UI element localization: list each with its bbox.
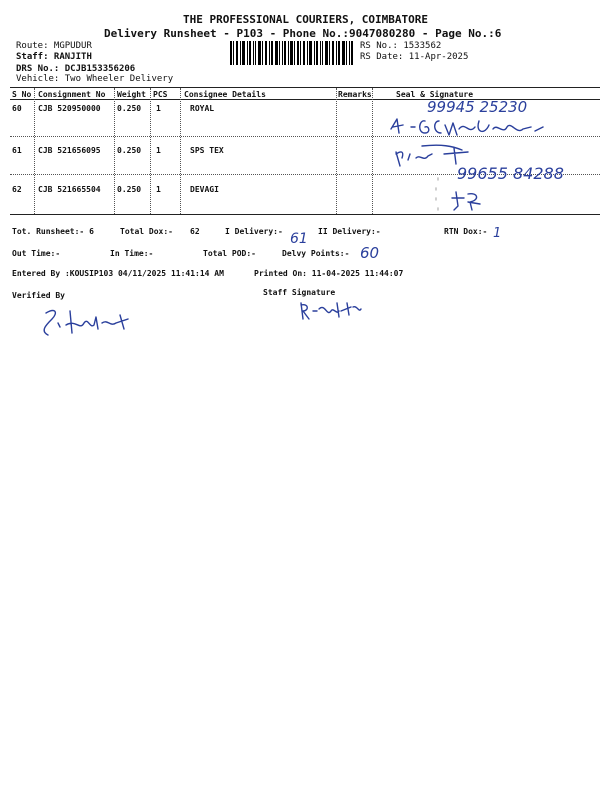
table-bottom-rule [10,214,600,215]
i-delivery-label: I Delivery:- [225,227,283,236]
svg-text:61: 61 [290,231,308,247]
table-row-consignee: DEVAGI [190,185,219,194]
route-label: Route: MGPUDUR [16,41,92,51]
printed-on: Printed On: 11-04-2025 11:44:07 [254,269,404,278]
staff-label: Staff: RANJITH [16,52,92,62]
table-row-consignment: CJB 521656095 [38,146,101,155]
handwritten-phone-row2 [455,162,600,186]
rtn-dox-handwritten [491,223,507,241]
table-row-sno: 61 [12,146,22,155]
table-row-consignment: CJB 521665504 [38,185,101,194]
col-header-consignee: Consignee Details [184,90,266,99]
in-time-label: In Time:- [110,249,154,258]
table-row-consignee: SPS TEX [190,146,224,155]
rs-number: RS No.: 1533562 [360,41,442,51]
svg-text:99655 84288: 99655 84288 [457,164,564,183]
table-row-pcs: 1 [156,104,161,113]
total-dox-label: Total Dox:- [120,227,173,236]
total-pod-label: Total POD:- [203,249,256,258]
rs-date: RS Date: 11-Apr-2025 [360,52,469,62]
out-time-label: Out Time:- [12,249,61,258]
delvy-points-label: Delvy Points:- [282,249,350,258]
table-row-consignment: CJB 520950000 [38,104,101,113]
verified-by-signature [36,305,146,341]
table-row-sno: 62 [12,185,22,194]
table-row-weight: 0.250 [117,185,142,194]
drs-number: DRS No.: DCJB153356206 [16,64,136,74]
table-row-consignee: ROYAL [190,104,215,113]
col-header-sno: S No [12,90,32,99]
ii-delivery-label: II Delivery:- [318,227,381,236]
col-header-weight: Weight [117,90,146,99]
delvy-points-handwritten [358,243,388,263]
stamp-dots-row3 [432,174,472,214]
svg-text:1: 1 [493,226,502,241]
staff-signature-label: Staff Signature [263,288,336,297]
handwritten-signature-row1 [385,113,555,143]
col-header-seal-signature: Seal & Signature [396,90,474,99]
vehicle-label: Vehicle: Two Wheeler Delivery [16,74,174,84]
i-delivery-handwritten [288,228,312,248]
runsheet-subtitle: Delivery Runsheet - P103 - Phone No.:9047080280 - Page No.:6 [104,27,502,40]
total-dox-value: 62 [190,227,200,236]
rtn-dox-label: RTN Dox:- [444,227,488,236]
table-row-pcs: 1 [156,185,161,194]
verified-by-label: Verified By [12,291,65,300]
table-row-weight: 0.250 [117,146,142,155]
col-header-remarks: Remarks [338,90,372,99]
svg-text:99945 25230: 99945 25230 [427,98,528,116]
table-row-weight: 0.250 [117,104,142,113]
entered-by: Entered By :KOUSIP103 04/11/2025 11:41:14 AM [12,269,224,278]
table-row-sno: 60 [12,104,22,113]
col-header-pcs: PCS [153,90,168,99]
col-header-consignment: Consignment No [38,90,106,99]
table-row-pcs: 1 [156,146,161,155]
barcode-image [230,41,355,65]
company-title: THE PROFESSIONAL COURIERS, COIMBATORE [183,13,429,26]
svg-text:60: 60 [360,244,380,262]
tot-runsheet: Tot. Runsheet:- 6 [12,227,94,236]
staff-signature-mark [297,297,367,327]
